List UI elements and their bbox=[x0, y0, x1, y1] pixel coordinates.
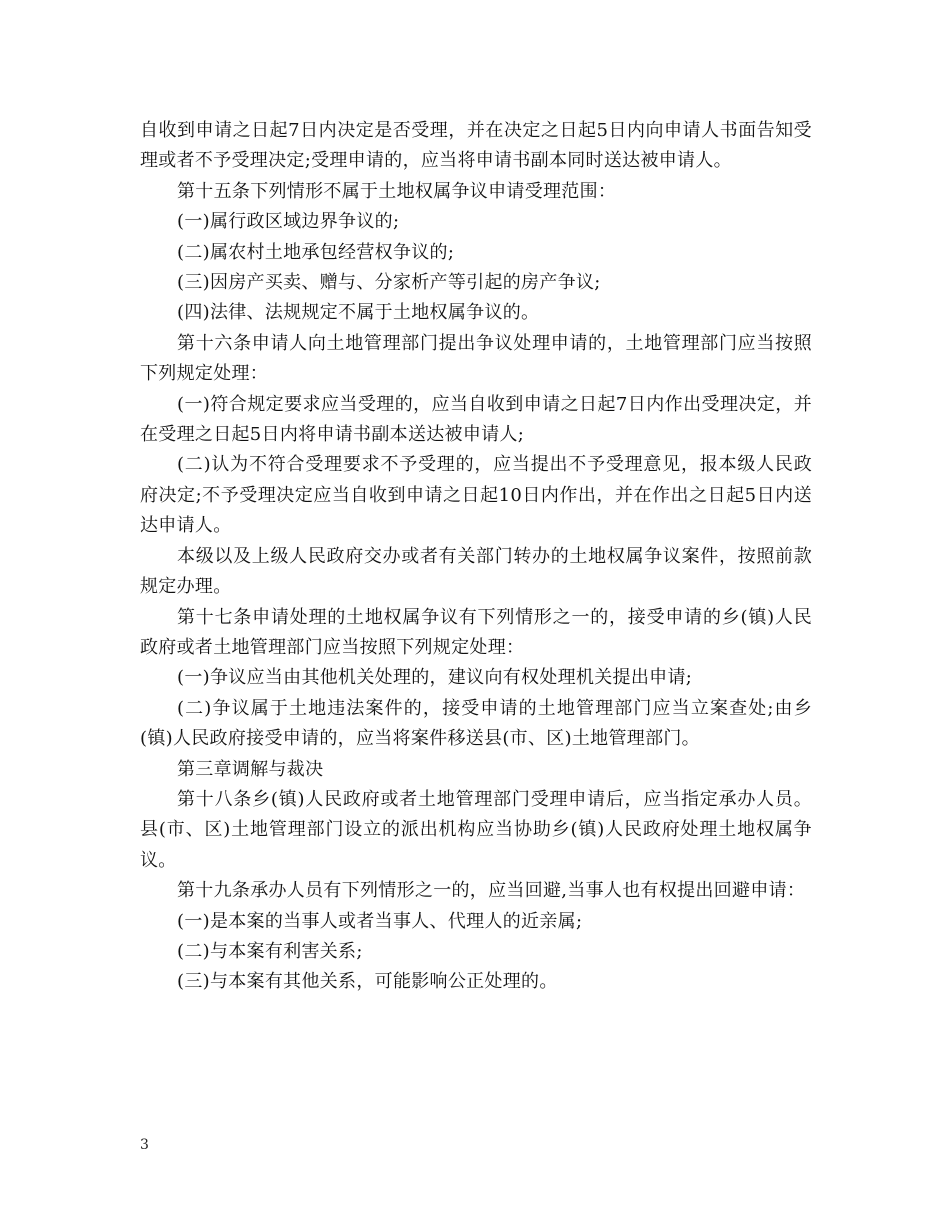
paragraph-12: (一)争议应当由其他机关处理的，建议向有权处理机关提出申请; bbox=[177, 667, 693, 689]
paragraph-9: (二)认为不符合受理要求不予受理的，应当提出不予受理意见，报本级人民政府决定;不予受理决定应当自收到申请之日起10日内作出，并在作出之日起5日内送达申请人。 bbox=[140, 454, 812, 537]
paragraph-19: (三)与本案有其他关系，可能影响公正处理的。 bbox=[177, 971, 558, 993]
chapter-heading: 第三章调解与裁决 bbox=[177, 758, 324, 780]
paragraph-11: 第十七条申请处理的土地权属争议有下列情形之一的，接受申请的乡(镇)人民政府或者土地管理部门应当按照下列规定处理： bbox=[140, 606, 812, 658]
document-body bbox=[140, 116, 812, 998]
paragraph-8: (一)符合规定要求应当受理的，应当自收到申请之日起7日内作出受理决定，并在受理之日起5日内将申请书副本送达被申请人; bbox=[140, 393, 812, 446]
paragraph-3: (一)属行政区域边界争议的; bbox=[177, 211, 400, 233]
paragraph-15: 第十八条乡(镇)人民政府或者土地管理部门受理申请后，应当指定承办人员。县(市、区)土地管理部门设立的派出机构应当协助乡(镇)人民政府处理土地权属争议。 bbox=[140, 788, 812, 871]
page-number: 3 bbox=[140, 1137, 149, 1153]
paragraph-10: 本级以及上级人民政府交办或者有关部门转办的土地权属争议案件，按照前款规定办理。 bbox=[140, 545, 812, 598]
paragraph-2: 第十五条下列情形不属于土地权属争议申请受理范围： bbox=[177, 180, 617, 202]
paragraph-18: (二)与本案有利害关系; bbox=[177, 940, 363, 962]
paragraph-16: 第十九条承办人员有下列情形之一的，应当回避,当事人也有权提出回避申请： bbox=[177, 880, 806, 902]
paragraph-17: (一)是本案的当事人或者当事人、代理人的近亲属; bbox=[177, 910, 583, 932]
paragraph-5: (三)因房产买卖、赠与、分家析产等引起的房产争议; bbox=[177, 272, 601, 294]
paragraph-4: (二)属农村土地承包经营权争议的; bbox=[177, 241, 455, 263]
paragraph-7: 第十六条申请人向土地管理部门提出争议处理申请的，土地管理部门应当按照下列规定处理： bbox=[140, 332, 812, 385]
paragraph-6: (四)法律、法规规定不属于土地权属争议的。 bbox=[177, 302, 540, 324]
paragraph-1: 自收到申请之日起7日内决定是否受理，并在决定之日起5日内向申请人书面告知受理或者不予受理决定;受理申请的，应当将申请书副本同时送达被申请人。 bbox=[140, 120, 812, 172]
paragraph-13: (二)争议属于土地违法案件的，接受申请的土地管理部门应当立案查处;由乡(镇)人民政府接受申请的，应当将案件移送县(市、区)土地管理部门。 bbox=[140, 697, 812, 750]
